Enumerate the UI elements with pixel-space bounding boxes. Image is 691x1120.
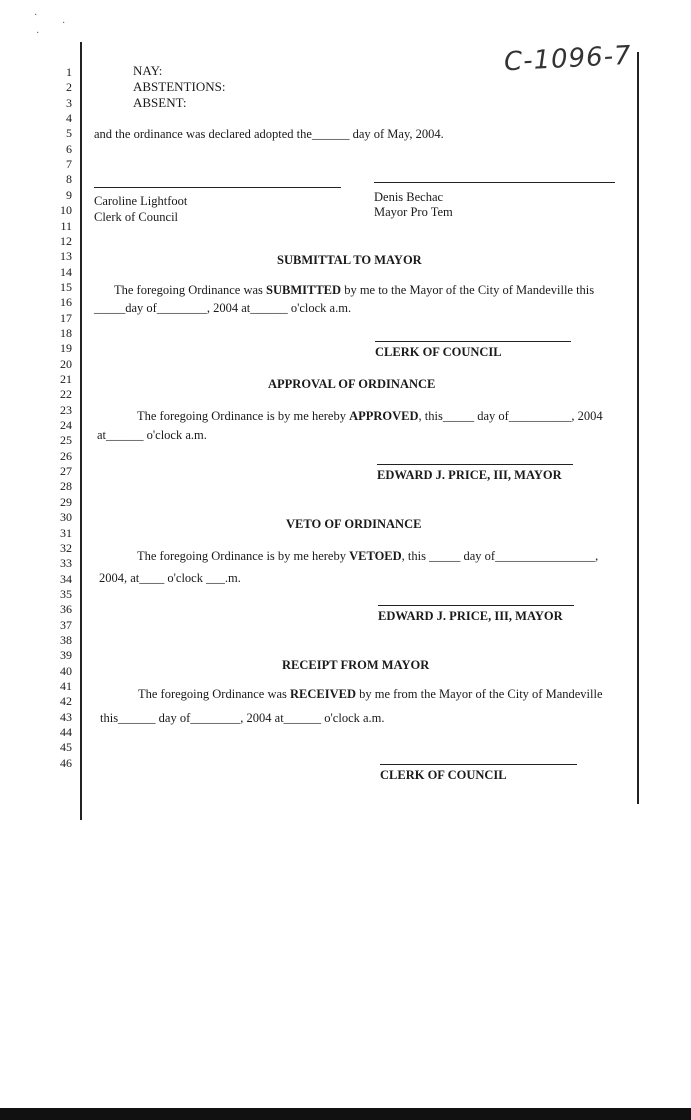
scan-bottom-edge [0,1108,691,1120]
line-number: 41 [60,679,72,693]
submittal-heading: SUBMITTAL TO MAYOR [277,253,422,267]
line-number: 12 [60,233,72,248]
clerk-name: Caroline Lightfoot [94,194,188,208]
line-number: 2 [66,80,72,95]
submittal-line-2: _____day of________, 2004 at______ o'clock a.m. [94,301,352,315]
adoption-sentence: and the ordinance was declared adopted the______ day of May, 2004. [94,127,444,141]
line-number: 39 [60,648,72,663]
mayor-pro-tem-name: Denis Bechac [374,190,444,204]
veto-signature-line [378,605,574,606]
line-number: 23 [60,402,72,417]
line-number: 4 [66,111,72,126]
receipt-line-2: this______ day of________, 2004 at______ o'clock a.m. [100,711,385,725]
receipt-signatory: CLERK OF COUNCIL [380,768,507,782]
vote-nay: NAY: [133,63,163,78]
line-number: 8 [66,172,72,187]
line-number: 18 [60,325,72,340]
line-number: 16 [60,295,72,310]
line-number: 11 [60,218,72,233]
line-number: 28 [60,479,72,494]
handwritten-document-number: C-1096-7 [503,40,633,78]
line-number: 37 [60,617,72,632]
line-number: 24 [60,418,72,433]
vote-abstentions: ABSTENTIONS: [133,79,226,94]
veto-line-1: The foregoing Ordinance is by me hereby VETOED, this _____ day of________________, [137,549,599,563]
line-number: 32 [60,540,72,555]
line-number: 20 [60,356,72,371]
line-number: 10 [60,203,72,218]
submittal-signatory: CLERK OF COUNCIL [375,345,502,359]
line-number: 27 [60,464,72,479]
line-number: 5 [66,126,72,141]
line-number: 40 [60,663,72,678]
right-margin-rule [637,52,639,804]
line-number: 13 [60,249,72,264]
receipt-signature-line [380,764,577,765]
vote-absent: ABSENT: [133,95,187,110]
line-number: 6 [66,141,72,156]
line-number: 34 [60,571,72,586]
line-number: 25 [60,433,72,448]
submittal-line-1: The foregoing Ordinance was SUBMITTED by me to the Mayor of the City of Mandeville this [114,283,595,297]
clerk-signature-line [94,187,341,188]
receipt-line-1: The foregoing Ordinance was RECEIVED by me from the Mayor of the City of Mandeville [138,687,603,701]
line-number: 22 [60,387,72,402]
line-number: 1 [66,65,72,79]
line-number: 44 [60,725,72,740]
scan-speck: · [34,10,38,21]
scan-speck: · [62,18,66,29]
line-number: 26 [60,448,72,463]
approval-line-2: at______ o'clock a.m. [97,428,207,442]
veto-line-2: 2004, at____ o'clock ___.m. [99,571,241,585]
line-number: 29 [60,494,72,509]
receipt-heading: RECEIPT FROM MAYOR [282,658,430,672]
line-number: 21 [60,372,72,386]
line-number: 9 [66,187,72,202]
line-number: 7 [66,157,72,172]
veto-heading: VETO OF ORDINANCE [286,517,422,531]
line-number: 43 [60,709,72,724]
line-number: 19 [60,341,72,356]
line-number: 30 [60,510,72,525]
line-number: 31 [60,525,72,540]
line-number: 17 [60,310,72,325]
scan-speck: · [36,28,40,39]
line-number: 33 [60,556,72,571]
approval-line-1: The foregoing Ordinance is by me hereby APPROVED, this_____ day of__________, 2004 [137,409,603,423]
approval-signature-line [377,464,573,465]
submittal-signature-line [375,341,571,342]
line-number: 46 [60,755,72,770]
approval-heading: APPROVAL OF ORDINANCE [268,377,436,391]
line-number: 45 [60,740,72,755]
line-number: 14 [60,264,72,279]
line-number: 42 [60,694,72,709]
line-number: 3 [66,95,72,110]
line-number: 15 [60,279,72,294]
line-number: 36 [60,602,72,617]
mayor-pro-tem-signature-line [374,182,615,183]
left-margin-rule [80,42,82,820]
clerk-title: Clerk of Council [94,210,179,224]
mayor-pro-tem-title: Mayor Pro Tem [374,205,453,219]
veto-signatory: EDWARD J. PRICE, III, MAYOR [378,609,563,623]
approval-signatory: EDWARD J. PRICE, III, MAYOR [377,468,562,482]
line-number: 38 [60,632,72,647]
line-number: 35 [60,586,72,601]
